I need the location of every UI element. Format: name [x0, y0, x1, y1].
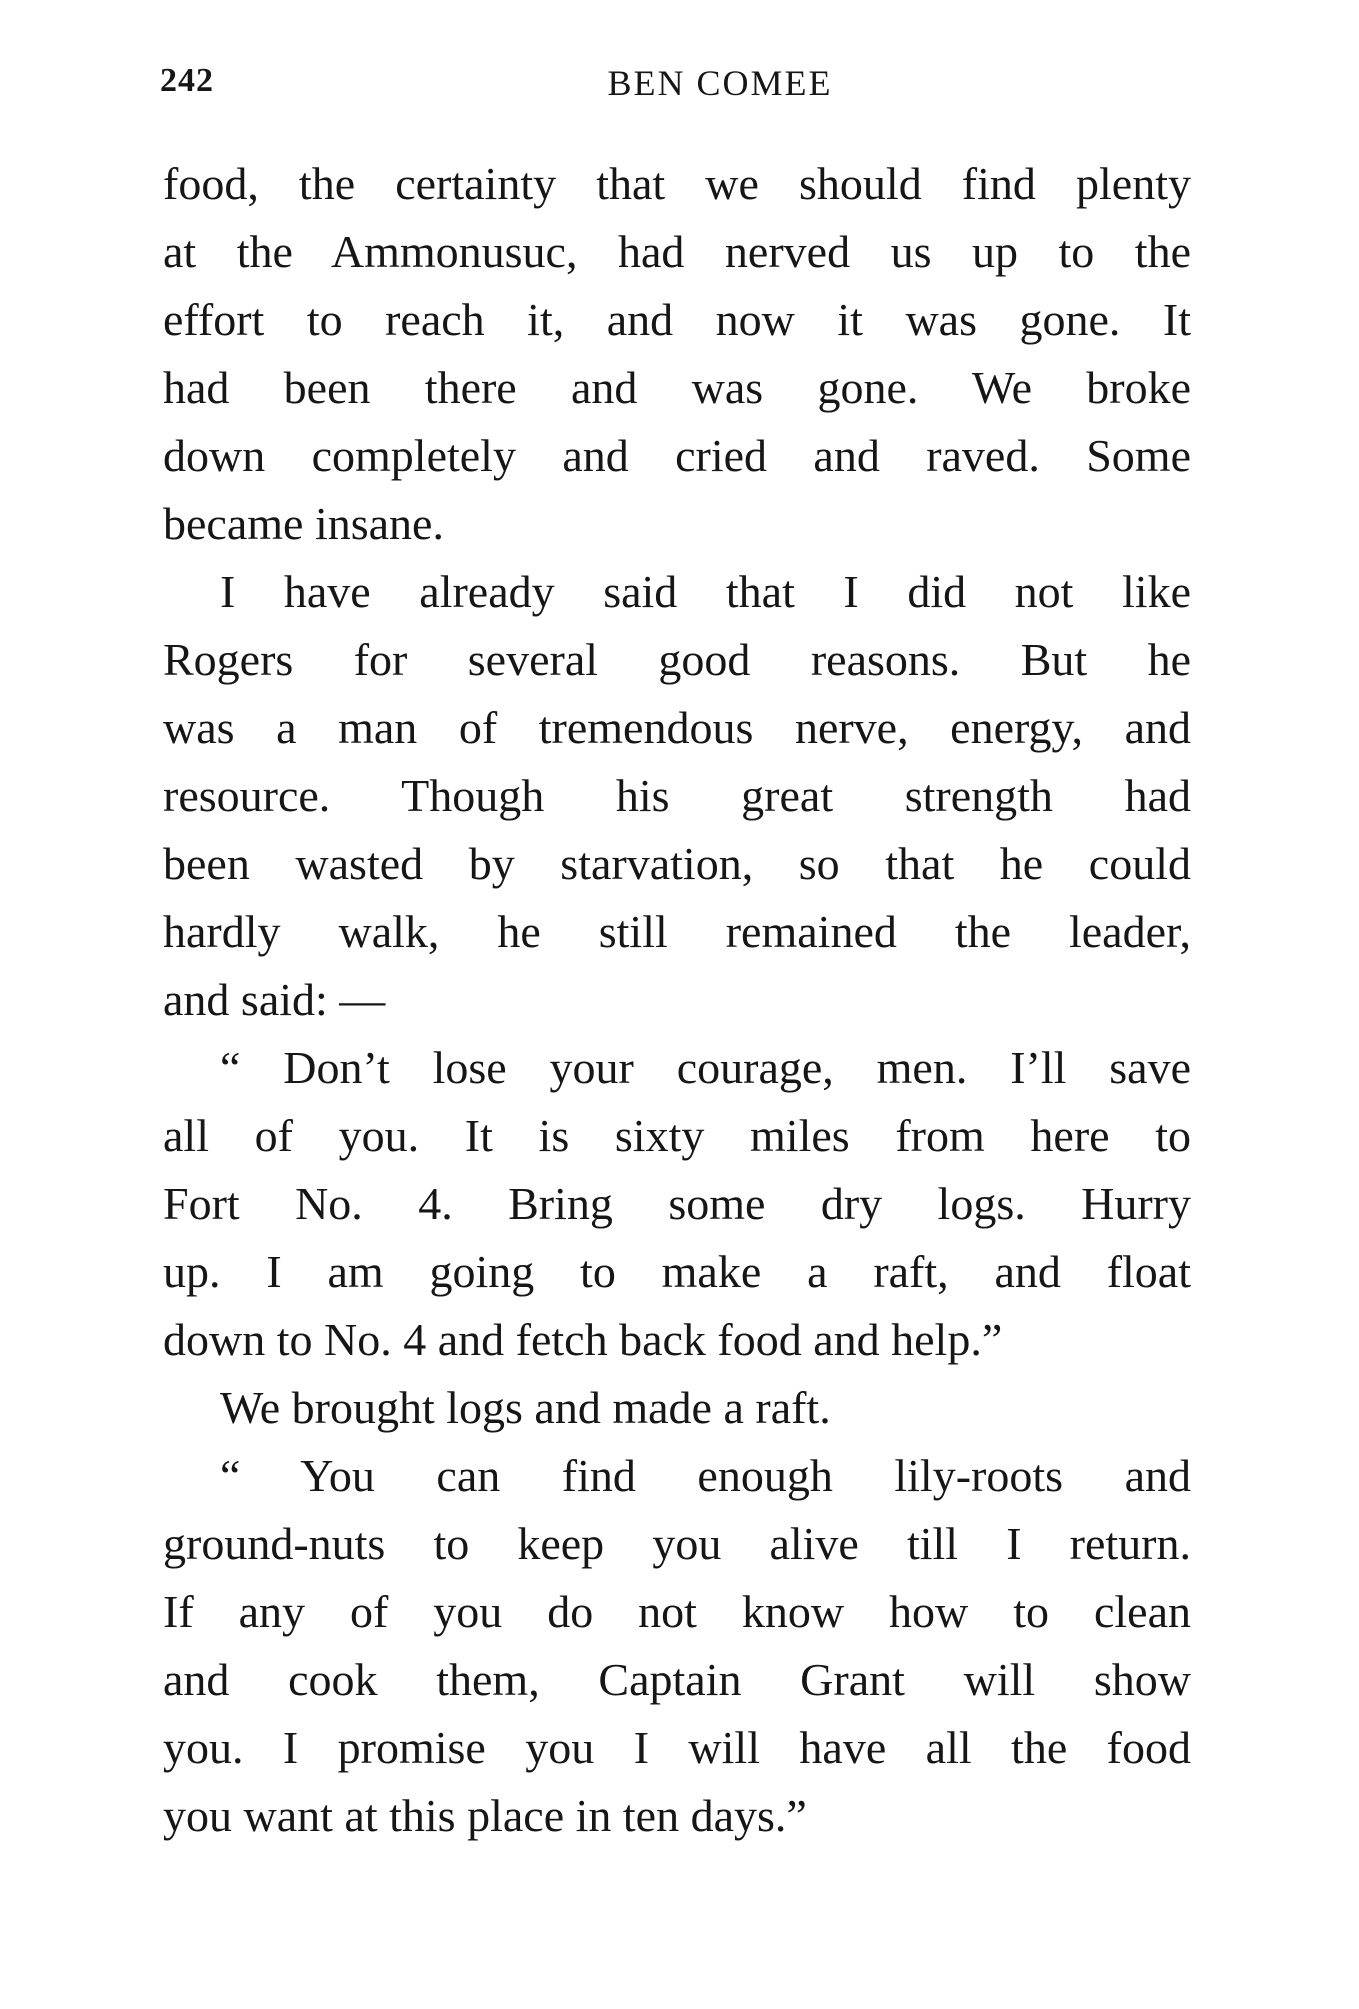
paragraph: [163, 1374, 1191, 1442]
text-line: If any of you do not know how to clean: [163, 1586, 1191, 1637]
text-line: you. I promise you I will have all the food: [163, 1722, 1191, 1773]
text-line: Rogers for several good reasons. But he: [163, 634, 1191, 685]
paragraph: [163, 558, 1191, 1034]
text-line: was a man of tremendous nerve, energy, and: [163, 702, 1191, 753]
text-line: effort to reach it, and now it was gone. It: [163, 294, 1191, 345]
text-line: Fort No. 4. Bring some dry logs. Hurry: [163, 1178, 1191, 1229]
paragraph: [163, 1442, 1191, 1850]
running-title: BEN COMEE: [607, 63, 833, 103]
paragraph: [163, 1034, 1191, 1374]
running-head: [160, 62, 1190, 112]
body-text: [163, 150, 1191, 1850]
text-line: ground-nuts to keep you alive till I return.: [163, 1518, 1191, 1569]
text-line: at the Ammonusuc, had nerved us up to the: [163, 226, 1191, 277]
text-line: “ You can find enough lily-roots and: [220, 1450, 1191, 1501]
text-line: been wasted by starvation, so that he could: [163, 838, 1191, 889]
text-line: resource. Though his great strength had: [163, 770, 1191, 821]
text-line: hardly walk, he still remained the leader,: [163, 906, 1191, 957]
text-line: up. I am going to make a raft, and float: [163, 1246, 1191, 1297]
text-line: and cook them, Captain Grant will show: [163, 1654, 1191, 1705]
text-line: food, the certainty that we should find plenty: [163, 158, 1191, 209]
page-number: 242: [160, 62, 214, 99]
text-line: all of you. It is sixty miles from here to: [163, 1110, 1191, 1161]
text-line: and said: —: [163, 974, 386, 1025]
text-line: down to No. 4 and fetch back food and help.”: [163, 1314, 1003, 1365]
text-line: you want at this place in ten days.”: [163, 1790, 807, 1841]
text-line: down completely and cried and raved. Some: [163, 430, 1191, 481]
text-line: We brought logs and made a raft.: [220, 1382, 831, 1433]
text-line: had been there and was gone. We broke: [163, 362, 1191, 413]
paragraph: [163, 150, 1191, 558]
text-line: became insane.: [163, 498, 444, 549]
text-line: “ Don’t lose your courage, men. I’ll save: [220, 1042, 1191, 1093]
text-line: I have already said that I did not like: [220, 566, 1191, 617]
